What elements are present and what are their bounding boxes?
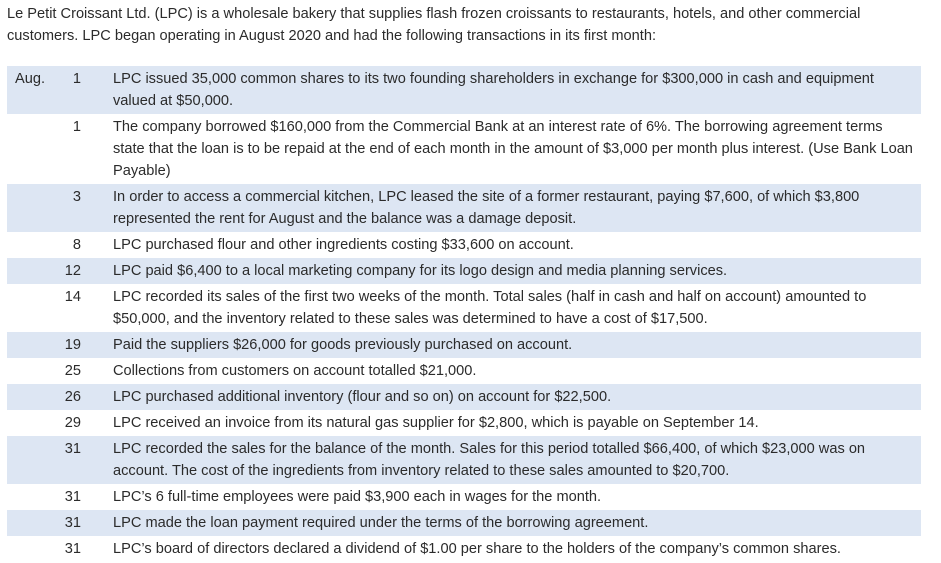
transaction-day: 14 — [64, 289, 81, 305]
transaction-description: LPC’s board of directors declared a dividend of $1.00 per share to the holders of the company’s common shares. — [113, 541, 841, 557]
transaction-row — [7, 484, 921, 510]
transaction-day: 31 — [64, 515, 81, 531]
transaction-row — [7, 66, 921, 114]
month-cell — [7, 286, 47, 330]
transaction-description: Collections from customers on account totalled $21,000. — [113, 363, 477, 379]
month-cell — [7, 486, 47, 508]
transaction-row — [7, 510, 921, 536]
transaction-day: 25 — [64, 363, 81, 379]
transaction-description: LPC recorded its sales of the first two weeks of the month. Total sales (half in cash and half on account) amounted to $50,000, and the inventory related to these sales was determined to have a cost of $17,500. — [113, 289, 867, 327]
transaction-day: 31 — [64, 441, 81, 457]
month-cell — [7, 234, 47, 256]
transaction-row — [7, 114, 921, 184]
transaction-day: 3 — [72, 189, 81, 205]
transaction-day: 1 — [72, 71, 81, 87]
transaction-description: Paid the suppliers $26,000 for goods previously purchased on account. — [113, 337, 573, 353]
transaction-row — [7, 258, 921, 284]
transaction-day: 1 — [72, 119, 81, 135]
month-cell — [7, 116, 47, 182]
transaction-description: LPC paid $6,400 to a local marketing company for its logo design and media planning services. — [113, 263, 728, 279]
month-cell — [7, 260, 47, 282]
month-cell — [7, 512, 47, 534]
transaction-row — [7, 332, 921, 358]
month-cell — [7, 186, 47, 230]
month-cell — [7, 438, 47, 482]
transaction-day: 31 — [64, 541, 81, 557]
transaction-description: LPC recorded the sales for the balance of the month. Sales for this period totalled $66,400, of which $23,000 was on account. The cost of the ingredients from inventory related to these sales amounted to $20,700. — [113, 441, 866, 479]
transaction-row — [7, 358, 921, 384]
month-cell — [7, 386, 47, 408]
transaction-day: 26 — [64, 389, 81, 405]
month-cell — [7, 360, 47, 382]
transaction-row — [7, 436, 921, 484]
transaction-description: LPC purchased flour and other ingredients costing $33,600 on account. — [113, 237, 574, 253]
transaction-description: LPC purchased additional inventory (flour and so on) on account for $22,500. — [113, 389, 612, 405]
transaction-description: LPC received an invoice from its natural gas supplier for $2,800, which is payable on September 14. — [113, 415, 759, 431]
transaction-description: LPC’s 6 full-time employees were paid $3,900 each in wages for the month. — [113, 489, 602, 505]
transaction-day: 19 — [64, 337, 81, 353]
month-cell — [7, 334, 47, 356]
transaction-description: LPC issued 35,000 common shares to its two founding shareholders in exchange for $300,000 in cash and equipment valued at $50,000. — [113, 71, 874, 109]
transaction-description: The company borrowed $160,000 from the Commercial Bank at an interest rate of 6%. The borrowing agreement terms state that the loan is to be repaid at the end of each month in the amount of $3,000 per month plus interest. (Use Bank Loan Payable) — [113, 119, 913, 179]
transaction-day: 8 — [72, 237, 81, 253]
month-cell — [7, 412, 47, 434]
transaction-row — [7, 184, 921, 232]
transaction-description: LPC made the loan payment required under the terms of the borrowing agreement. — [113, 515, 649, 531]
transaction-row — [7, 284, 921, 332]
transaction-row — [7, 384, 921, 410]
transaction-day: 31 — [64, 489, 81, 505]
transaction-row — [7, 232, 921, 258]
month-label: Aug. — [15, 71, 46, 87]
intro-paragraph: Le Petit Croissant Ltd. (LPC) is a wholesale bakery that supplies flash frozen croissants to restaurants, hotels, and other commercial customers. LPC began operating in August 2020 and had the following transactions in its first month: — [7, 6, 861, 44]
transactions-table — [7, 66, 921, 562]
transaction-description: In order to access a commercial kitchen, LPC leased the site of a former restaurant, paying $7,600, of which $3,800 represented the rent for August and the balance was a damage deposit. — [113, 189, 860, 227]
transaction-day: 29 — [64, 415, 81, 431]
transaction-day: 12 — [64, 263, 81, 279]
transaction-row — [7, 536, 921, 562]
month-cell — [7, 538, 47, 560]
transaction-row — [7, 410, 921, 436]
